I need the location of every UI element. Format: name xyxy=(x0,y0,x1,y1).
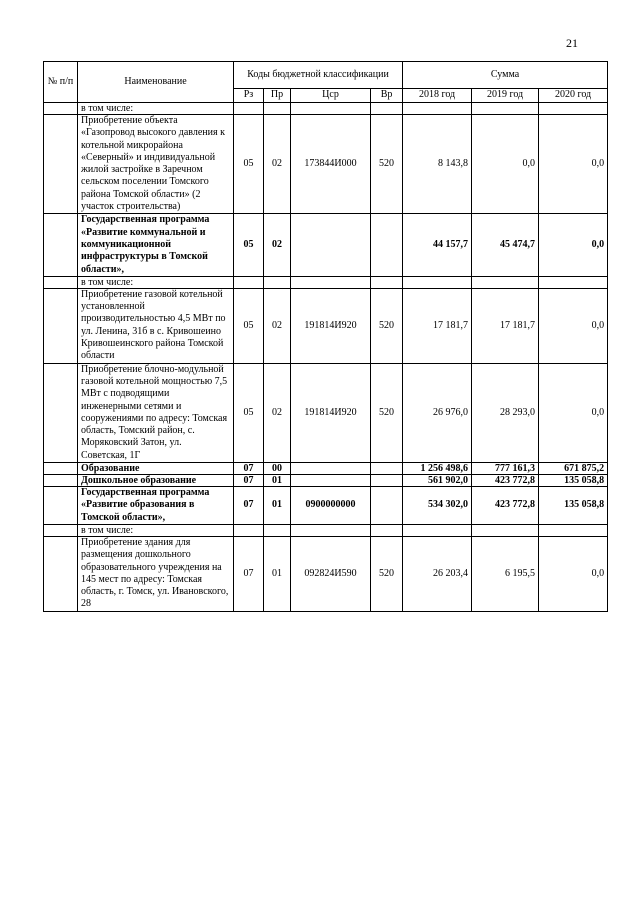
row-rz: 07 xyxy=(234,487,264,525)
row-csr: 092824И590 xyxy=(291,536,371,611)
row-2018: 534 302,0 xyxy=(403,487,472,525)
row-rz: 05 xyxy=(234,115,264,214)
row-pr: 00 xyxy=(264,463,291,475)
row-2020: 135 058,8 xyxy=(539,487,608,525)
row-2019: 28 293,0 xyxy=(472,363,539,462)
budget-table xyxy=(43,61,608,612)
row-name: Приобретение здания для размещения дошкольного образовательного учреждения на 145 мест по адресу: Томская область, г. Томск, ул. Ивановского, 28 xyxy=(78,536,234,611)
row-rz: 05 xyxy=(234,363,264,462)
row-rz: 07 xyxy=(234,536,264,611)
row-pr: 01 xyxy=(264,475,291,487)
row-2018: 17 181,7 xyxy=(403,288,472,363)
row-pr: 01 xyxy=(264,536,291,611)
page-number: 21 xyxy=(566,36,578,50)
row-2020: 0,0 xyxy=(539,363,608,462)
row-rz: 05 xyxy=(234,214,264,276)
row-pr: 02 xyxy=(264,363,291,462)
row-2019: 17 181,7 xyxy=(472,288,539,363)
row-csr xyxy=(291,475,371,487)
row-2018: 26 203,4 xyxy=(403,536,472,611)
row-vr xyxy=(371,487,403,525)
table-row xyxy=(44,214,608,276)
row-pr: 02 xyxy=(264,214,291,276)
row-2020: 0,0 xyxy=(539,214,608,276)
row-csr xyxy=(291,214,371,276)
table-row xyxy=(44,103,608,115)
table-row xyxy=(44,363,608,462)
table-row xyxy=(44,524,608,536)
row-name: Государственная программа «Развитие коммунальной и коммуникационной инфраструктуры в Томской области», xyxy=(78,214,234,276)
header-name: Наименование xyxy=(78,62,234,103)
row-2020: 135 058,8 xyxy=(539,475,608,487)
header-sum: Сумма xyxy=(403,62,608,89)
row-name: Приобретение блочно-модульной газовой котельной мощностью 7,5 МВт с подводящими инженерными сетями и сооружениями по адресу: Томская область, Томский район, с. Моряковский Затон, ул. Советская, 1Г xyxy=(78,363,234,462)
header-vr: Вр xyxy=(371,89,403,103)
row-2019: 45 474,7 xyxy=(472,214,539,276)
row-pr: 01 xyxy=(264,487,291,525)
row-vr: 520 xyxy=(371,115,403,214)
header-2019: 2019 год xyxy=(472,89,539,103)
header-csr: Цср xyxy=(291,89,371,103)
row-name: Государственная программа «Развитие образования в Томской области», xyxy=(78,487,234,525)
row-2020: 0,0 xyxy=(539,115,608,214)
row-csr: 173844И000 xyxy=(291,115,371,214)
row-2019: 6 195,5 xyxy=(472,536,539,611)
row-vr xyxy=(371,475,403,487)
row-csr: 191814И920 xyxy=(291,363,371,462)
header-2020: 2020 год xyxy=(539,89,608,103)
header-pr: Пр xyxy=(264,89,291,103)
row-name: Дошкольное образование xyxy=(78,475,234,487)
row-csr: 0900000000 xyxy=(291,487,371,525)
row-name: Приобретение объекта «Газопровод высокого давления к котельной микрорайона «Северный» и индивидуальной жилой застройке в Заречном сельском поселении Томского района Томской области» (2 участок строительства) xyxy=(78,115,234,214)
table-row xyxy=(44,115,608,214)
row-csr: 191814И920 xyxy=(291,288,371,363)
row-name: в том числе: xyxy=(78,103,234,115)
header-rz: Рз xyxy=(234,89,264,103)
row-name: Приобретение газовой котельной установленной производительностью 4,5 МВт по ул. Ленина, 31б в с. Кривошеино Кривошеинского района Томской области xyxy=(78,288,234,363)
row-vr: 520 xyxy=(371,536,403,611)
row-name: Образование xyxy=(78,463,234,475)
row-rz: 05 xyxy=(234,288,264,363)
row-2018: 1 256 498,6 xyxy=(403,463,472,475)
header-codes: Коды бюджетной классификации xyxy=(234,62,403,89)
row-vr xyxy=(371,463,403,475)
row-rz: 07 xyxy=(234,475,264,487)
row-vr: 520 xyxy=(371,288,403,363)
row-name: в том числе: xyxy=(78,524,234,536)
table-row xyxy=(44,276,608,288)
row-pr: 02 xyxy=(264,288,291,363)
row-rz: 07 xyxy=(234,463,264,475)
table-row xyxy=(44,536,608,611)
table-row xyxy=(44,463,608,475)
table-row xyxy=(44,475,608,487)
row-2019: 0,0 xyxy=(472,115,539,214)
row-2019: 777 161,3 xyxy=(472,463,539,475)
row-2018: 44 157,7 xyxy=(403,214,472,276)
row-2019: 423 772,8 xyxy=(472,475,539,487)
row-2019: 423 772,8 xyxy=(472,487,539,525)
row-pr: 02 xyxy=(264,115,291,214)
row-csr xyxy=(291,463,371,475)
row-2020: 671 875,2 xyxy=(539,463,608,475)
row-2018: 26 976,0 xyxy=(403,363,472,462)
row-2018: 8 143,8 xyxy=(403,115,472,214)
row-vr xyxy=(371,214,403,276)
row-2020: 0,0 xyxy=(539,536,608,611)
table-row xyxy=(44,288,608,363)
row-2020: 0,0 xyxy=(539,288,608,363)
header-2018: 2018 год xyxy=(403,89,472,103)
row-name: в том числе: xyxy=(78,276,234,288)
header-num: № п/п xyxy=(44,62,78,103)
row-vr: 520 xyxy=(371,363,403,462)
row-2018: 561 902,0 xyxy=(403,475,472,487)
table-row xyxy=(44,487,608,525)
